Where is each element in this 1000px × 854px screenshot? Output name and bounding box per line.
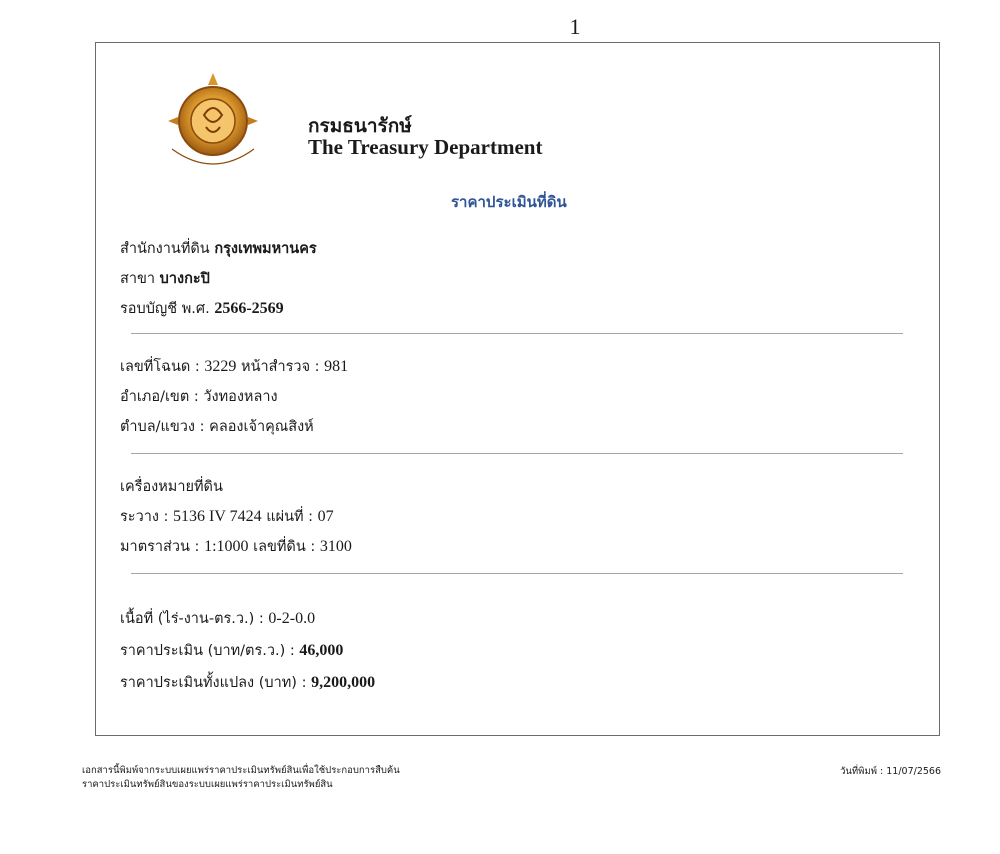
scale-label: มาตราส่วน : [120, 539, 200, 555]
subdistrict-value: คลองเจ้าคุณสิงห์ [209, 419, 314, 435]
deed-no-label: เลขที่โฉนด : [120, 359, 200, 375]
price-label: ราคาประเมิน (บาท/ตร.ว.) : [120, 643, 295, 659]
district-value: วังทองหลาง [203, 389, 278, 405]
area-label: เนื้อที่ (ไร่-งาน-ตร.ว.) : [120, 611, 264, 627]
branch-line [120, 267, 210, 290]
area-line [120, 607, 315, 630]
survey-value: 981 [324, 358, 349, 375]
divider-2 [131, 453, 903, 454]
footer-note [82, 764, 400, 792]
subdistrict-label: ตำบล/แขวง : [120, 419, 205, 435]
price-value: 46,000 [299, 642, 344, 659]
utm-label: ระวาง : [120, 509, 169, 525]
district-line [120, 385, 278, 408]
district-label: อำเภอ/เขต : [120, 389, 199, 405]
office-value: กรุงเทพมหานคร [214, 241, 317, 257]
utm-value: 5136 IV 7424 [173, 508, 262, 525]
scale-value: 1:1000 [204, 538, 249, 555]
land-mark-heading: เครื่องหมายที่ดิน [120, 479, 223, 495]
footer-note-line1: เอกสารนี้พิมพ์จากระบบเผยแพร่ราคาประเมินทรัพย์สินเพื่อใช้ประกอบการสืบค้น [82, 765, 400, 776]
sheet-label: แผ่นที่ : [266, 509, 314, 525]
total-line [120, 671, 375, 694]
deed-no-value: 3229 [204, 358, 237, 375]
footer-note-line2: ราคาประเมินทรัพย์สินของระบบเผยแพร่ราคาประเมินทรัพย์สิน [82, 779, 333, 790]
office-label: สำนักงานที่ดิน [120, 241, 210, 257]
period-label: รอบบัญชี พ.ศ. [120, 301, 210, 317]
print-date [840, 764, 941, 779]
utm-line [120, 505, 334, 528]
divider-1 [131, 333, 903, 334]
parcel-value: 3100 [319, 538, 352, 555]
deed-line [120, 355, 348, 378]
subdistrict-line [120, 415, 314, 438]
print-date-value: 11/07/2566 [886, 766, 941, 777]
total-value: 9,200,000 [311, 674, 376, 691]
branch-value: บางกะปิ [159, 271, 210, 287]
price-line [120, 639, 343, 662]
scale-line [120, 535, 352, 558]
page-number: 1 [569, 14, 581, 39]
branch-label: สาขา [120, 271, 156, 287]
department-name-thai: กรมธนารักษ์ [308, 115, 412, 137]
document-frame [95, 42, 940, 736]
print-date-label: วันที่พิมพ์ : [840, 766, 884, 777]
department-name-english: The Treasury Department [308, 135, 543, 159]
survey-label: หน้าสำรวจ : [241, 359, 320, 375]
document-title: ราคาประเมินที่ดิน [451, 193, 567, 211]
office-line [120, 237, 317, 260]
divider-3 [131, 573, 903, 574]
parcel-label: เลขที่ดิน : [253, 539, 316, 555]
total-label: ราคาประเมินทั้งแปลง (บาท) : [120, 675, 307, 691]
period-line [120, 297, 284, 320]
period-value: 2566-2569 [214, 300, 284, 317]
area-value: 0-2-0.0 [268, 610, 316, 627]
sheet-value: 07 [317, 508, 334, 525]
treasury-emblem-icon [158, 71, 268, 181]
